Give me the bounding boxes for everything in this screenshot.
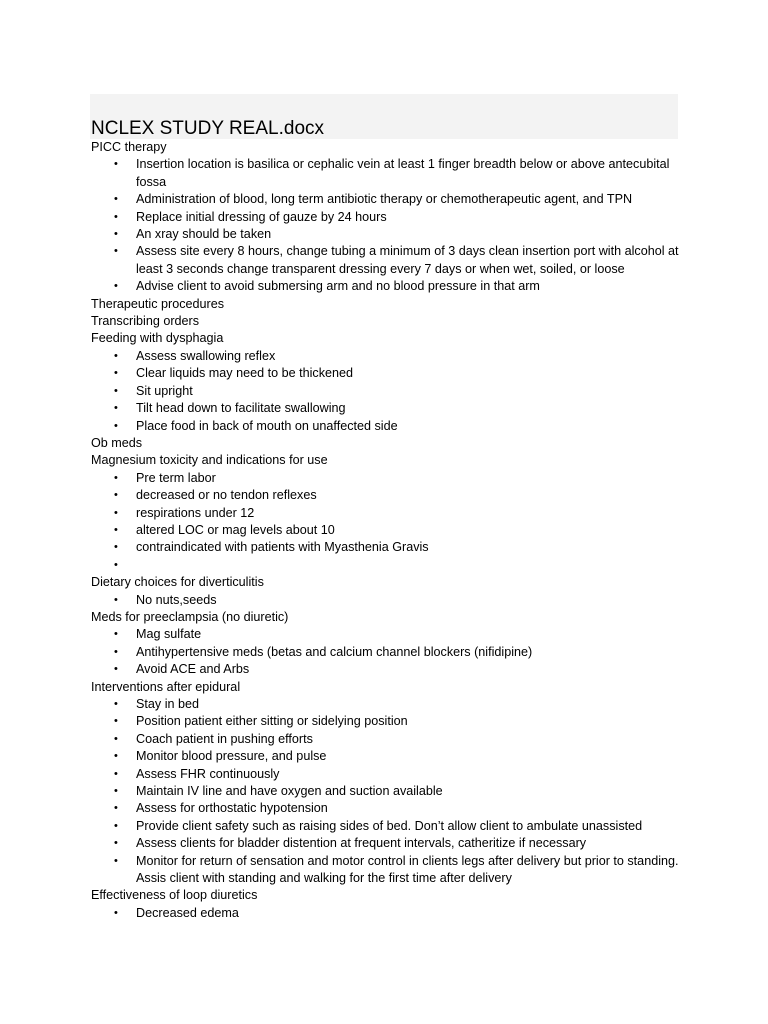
bullet-item xyxy=(91,156,681,191)
bullet-icon: • xyxy=(114,158,118,171)
bullet-text: An xray should be taken xyxy=(136,227,272,242)
bullet-text: Antihypertensive meds (betas and calcium channel blockers (nifidipine) xyxy=(136,644,533,659)
bullet-icon: • xyxy=(114,698,118,710)
bullet-icon: • xyxy=(114,663,118,676)
bullet-text: Assess for orthostatic hypotension xyxy=(136,801,328,816)
bullet-text: Stay in bed xyxy=(136,697,200,711)
bullet-icon: • xyxy=(114,489,118,502)
bullet-item xyxy=(91,592,681,609)
bullet-icon: • xyxy=(114,593,118,606)
bullet-text xyxy=(136,558,140,572)
bullet-icon: • xyxy=(114,854,118,867)
bullet-item xyxy=(91,470,681,487)
bullet-item xyxy=(91,191,681,208)
bullet-item xyxy=(91,505,681,522)
bullet-item xyxy=(91,226,681,243)
bullet-item xyxy=(91,626,681,643)
section-heading: Ob meds xyxy=(91,435,143,450)
bullet-icon: • xyxy=(114,349,118,362)
bullet-item xyxy=(91,644,681,661)
bullet-text: Monitor blood pressure, and pulse xyxy=(136,749,327,764)
bullet-text: Mag sulfate xyxy=(136,627,202,642)
bullet-icon: • xyxy=(114,802,118,815)
bullet-item xyxy=(91,522,681,539)
section-heading: Feeding with dysphagia xyxy=(91,331,224,346)
bullet-icon: • xyxy=(114,384,118,397)
bullet-text: Sit upright xyxy=(136,383,193,398)
bullet-icon: • xyxy=(114,523,118,536)
bullet-icon: • xyxy=(114,228,118,241)
section-heading: Dietary choices for diverticulitis xyxy=(91,575,264,590)
bullet-item xyxy=(91,383,681,400)
bullet-item xyxy=(91,731,681,748)
section-heading: Magnesium toxicity and indications for use xyxy=(91,453,328,468)
bullet-item xyxy=(91,818,681,835)
bullet-item xyxy=(91,835,681,852)
bullet-item xyxy=(91,365,681,382)
bullet-item xyxy=(91,853,681,888)
bullet-text: Provide client safety such as raising sides of bed. Don’t allow client to ambulate unassisted xyxy=(136,818,643,833)
bullet-item xyxy=(91,905,681,922)
bullet-item xyxy=(91,418,681,435)
bullet-item xyxy=(91,696,681,713)
document-body xyxy=(91,139,681,922)
bullet-text: Replace initial dressing of gauze by 24 hours xyxy=(136,209,387,224)
bullet-text: Tilt head down to facilitate swallowing xyxy=(136,401,346,416)
bullet-item xyxy=(91,713,681,730)
bullet-item xyxy=(91,539,681,556)
bullet-icon: • xyxy=(114,558,118,571)
bullet-text: Decreased edema xyxy=(136,905,239,920)
bullet-icon: • xyxy=(114,628,118,641)
document-title: NCLEX STUDY REAL.docx xyxy=(91,118,325,139)
section-heading: PICC therapy xyxy=(91,140,167,154)
bullet-text: Monitor for return of sensation and motor control in clients legs after delivery but prior to standing. Assis client with standing and walking for the first time after delivery xyxy=(136,853,679,886)
bullet-icon: • xyxy=(114,193,118,206)
bullet-text: contraindicated with patients with Myasthenia Gravis xyxy=(136,540,429,555)
section-heading: Effectiveness of loop diuretics xyxy=(91,888,258,903)
bullet-icon: • xyxy=(114,419,118,432)
bullet-icon: • xyxy=(114,367,118,380)
bullet-icon: • xyxy=(114,541,118,554)
bullet-item xyxy=(91,209,681,226)
bullet-icon: • xyxy=(114,819,118,832)
bullet-text: Coach patient in pushing efforts xyxy=(136,731,313,746)
bullet-text: Assess FHR continuously xyxy=(136,766,280,781)
bullet-icon: • xyxy=(114,645,118,658)
bullet-icon: • xyxy=(114,245,118,258)
bullet-text: Assess site every 8 hours, change tubing a minimum of 3 days clean insertion port with alcohol at least 3 seconds change transparent dressing every 7 days or when wet, soiled, or loose xyxy=(136,244,679,276)
bullet-text: Advise client to avoid submersing arm and no blood pressure in that arm xyxy=(136,279,540,294)
bullet-item xyxy=(91,661,681,678)
bullet-icon: • xyxy=(114,750,118,763)
bullet-icon: • xyxy=(114,210,118,223)
bullet-item xyxy=(91,487,681,504)
bullet-icon: • xyxy=(114,471,118,484)
bullet-text: Position patient either sitting or sidelying position xyxy=(136,714,408,729)
bullet-icon: • xyxy=(114,906,118,919)
bullet-text: altered LOC or mag levels about 10 xyxy=(136,522,335,537)
bullet-item xyxy=(91,766,681,783)
bullet-item xyxy=(91,278,681,295)
bullet-icon: • xyxy=(114,767,118,780)
bullet-icon: • xyxy=(114,402,118,415)
bullet-icon: • xyxy=(114,732,118,745)
bullet-text: Place food in back of mouth on unaffected side xyxy=(136,418,398,433)
bullet-icon: • xyxy=(114,506,118,519)
bullet-item xyxy=(91,800,681,817)
bullet-icon: • xyxy=(114,280,118,293)
bullet-text: Assess swallowing reflex xyxy=(136,348,276,363)
bullet-item xyxy=(91,557,681,574)
bullet-text: Administration of blood, long term antibiotic therapy or chemotherapeutic agent, and TPN xyxy=(136,192,633,207)
section-heading: Transcribing orders xyxy=(91,314,200,329)
section-heading: Interventions after epidural xyxy=(91,679,241,694)
bullet-item xyxy=(91,783,681,800)
bullet-item xyxy=(91,348,681,365)
bullet-text: Pre term labor xyxy=(136,470,216,485)
bullet-text: Avoid ACE and Arbs xyxy=(136,662,250,677)
section-heading: Therapeutic procedures xyxy=(91,296,225,311)
bullet-text: respirations under 12 xyxy=(136,505,255,520)
section-heading: Meds for preeclampsia (no diuretic) xyxy=(91,609,289,624)
bullet-text: Assess clients for bladder distention at frequent intervals, catheritize if necessary xyxy=(136,836,587,851)
bullet-item xyxy=(91,748,681,765)
bullet-text: No nuts,seeds xyxy=(136,592,217,607)
bullet-text: Maintain IV line and have oxygen and suction available xyxy=(136,784,443,799)
bullet-text: Insertion location is basilica or cephalic vein at least 1 finger breadth below or above antecubital fossa xyxy=(136,157,670,189)
bullet-item xyxy=(91,243,681,278)
bullet-item xyxy=(91,400,681,417)
bullet-icon: • xyxy=(114,837,118,850)
bullet-icon: • xyxy=(114,785,118,798)
bullet-text: Clear liquids may need to be thickened xyxy=(136,366,354,381)
bullet-icon: • xyxy=(114,715,118,728)
bullet-text: decreased or no tendon reflexes xyxy=(136,488,317,503)
